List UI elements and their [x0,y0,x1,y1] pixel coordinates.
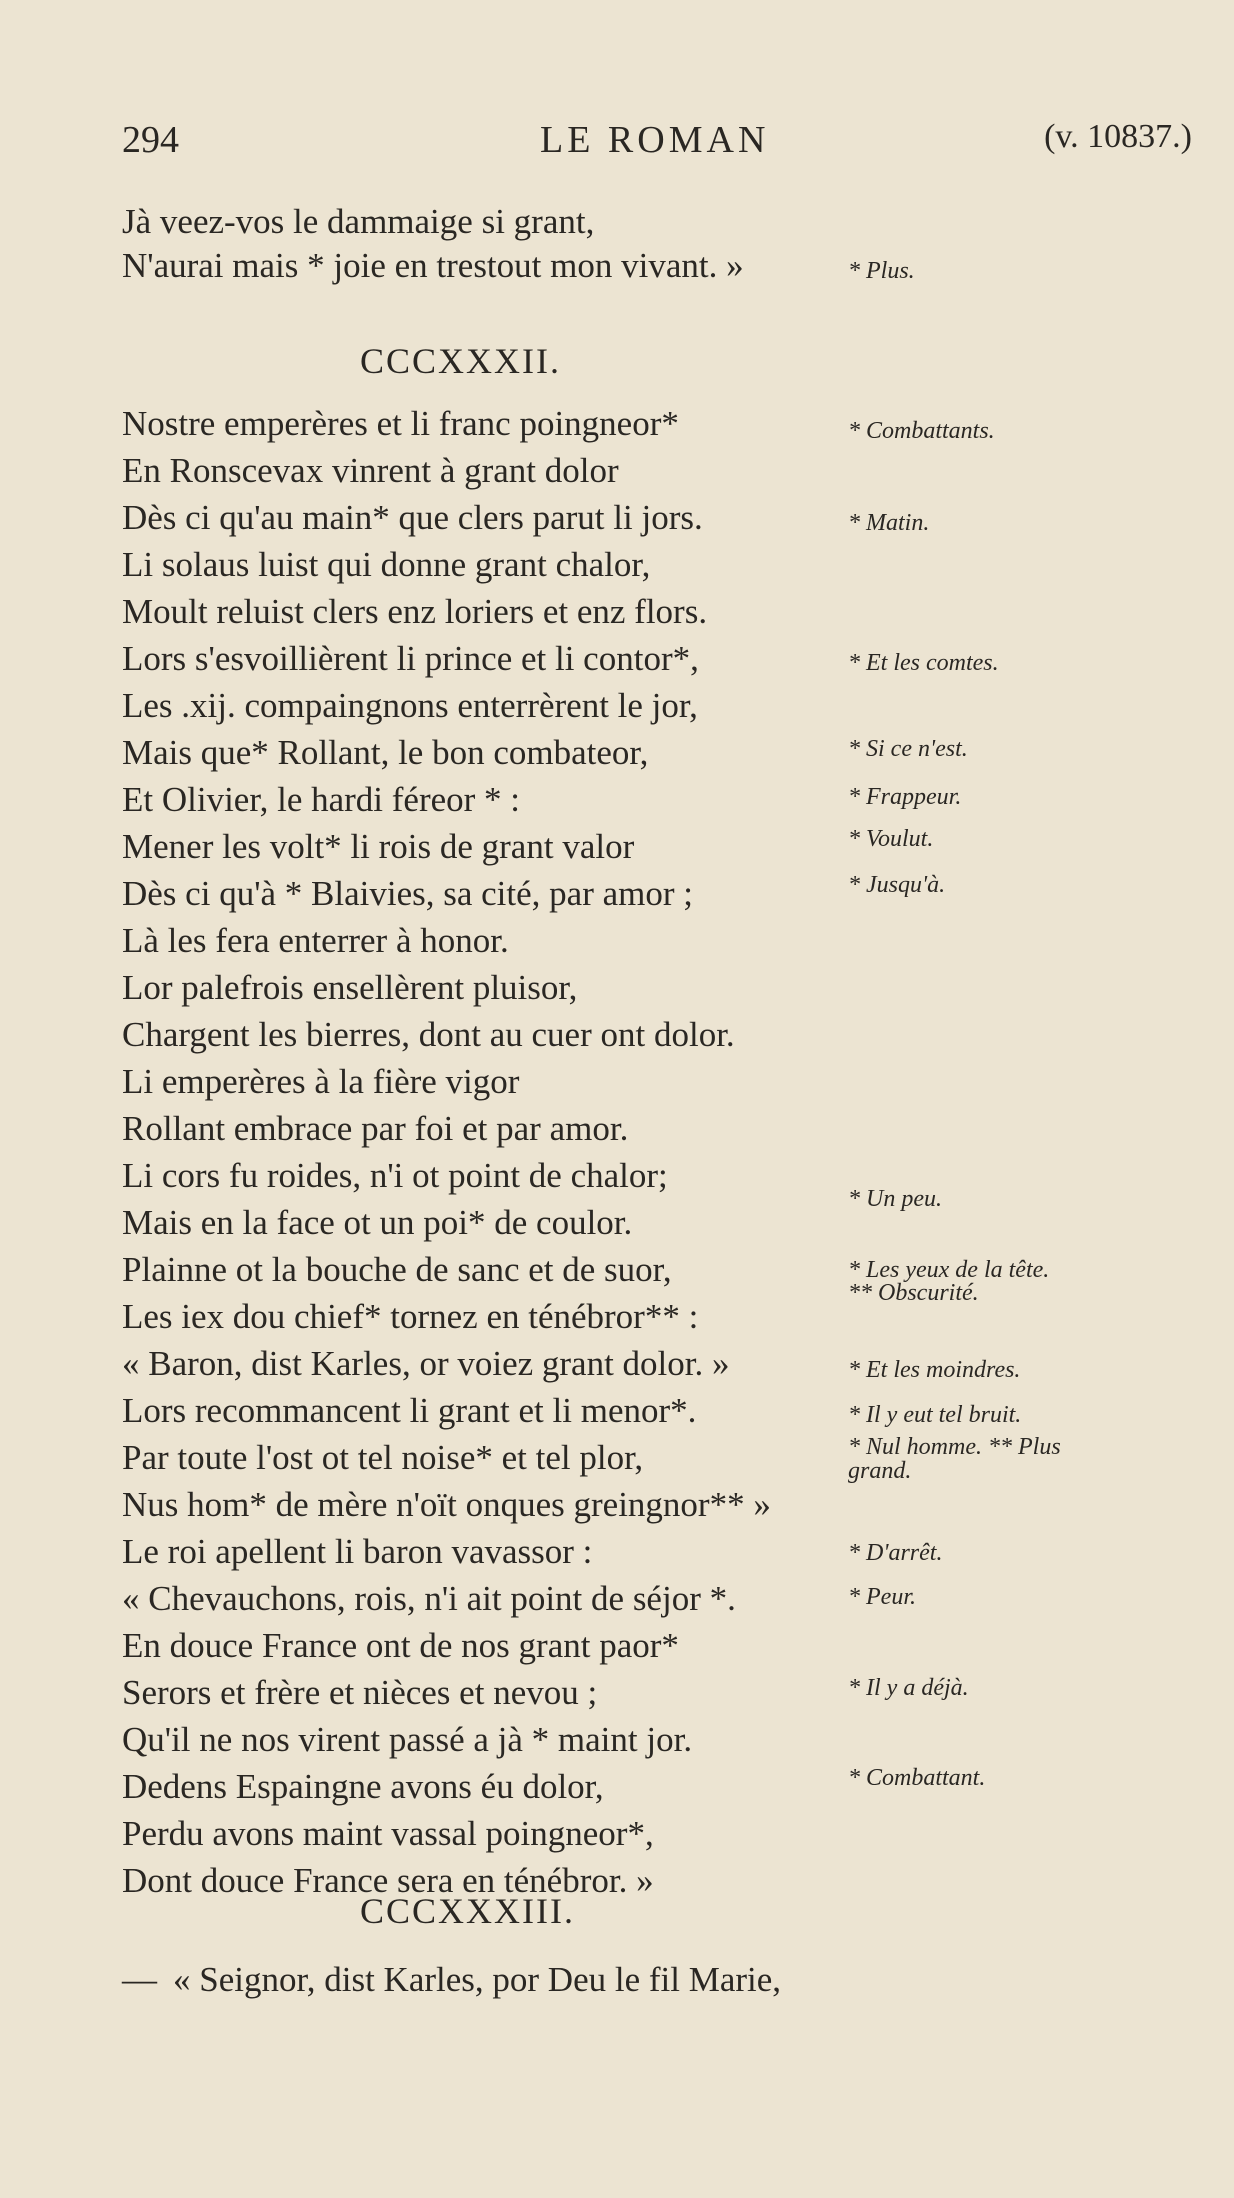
verse-line: Mener les volt* li rois de grant valor [122,827,635,866]
verse-line: Dès ci qu'au main* que clers parut li jors. [122,498,703,537]
verse-line-last [122,1958,781,2002]
verse-line: Li solaus luist qui donne grant chalor, [122,545,651,584]
verse-line: « Chevauchons, rois, n'i ait point de séjor *. [122,1579,736,1618]
section-heading: CCCXXXIII. [360,1891,575,1931]
gloss-note: * Les yeux de la tête. [848,1257,1050,1283]
running-title: LE ROMAN [540,119,770,161]
verse-line: Moult reluist clers enz loriers et enz flors. [122,592,708,631]
gloss-note: * Et les moindres. [848,1357,1021,1383]
verse-line: Dès ci qu'à * Blaivies, sa cité, par amor ; [122,874,693,913]
verse-line: Rollant embrace par foi et par amor. [122,1109,629,1148]
gloss-note: * Frappeur. [848,784,962,810]
gloss-note: * Il y a déjà. [848,1675,969,1701]
section-heading: CCCXXXII. [360,341,562,381]
gloss-note: * Si ce n'est. [848,736,968,762]
verse-line: Mais que* Rollant, le bon combateor, [122,733,649,772]
verse-line: Plainne ot la bouche de sanc et de suor, [122,1250,672,1289]
gloss-note: * Peur. [848,1584,916,1610]
gloss-note: * Voulut. [848,826,934,852]
verse-line: Dont douce France sera en ténébror. » [122,1861,654,1900]
verse-line: Par toute l'ost ot tel noise* et tel plor, [122,1438,644,1477]
verse-line: Nostre emperères et li franc poingneor* [122,404,679,443]
verse-line: Dedens Espaingne avons éu dolor, [122,1767,604,1806]
verse-line: Qu'il ne nos virent passé a jà * maint jor. [122,1720,693,1759]
gloss-note: * Combattants. [848,418,995,444]
verse-line: Nus hom* de mère n'oït onques greingnor** » [122,1485,771,1524]
gloss-note: * Matin. [848,510,930,536]
gloss-note: * Combattant. [848,1765,986,1791]
verse-line: Là les fera enterrer à honor. [122,921,509,960]
gloss-note: * Un peu. [848,1186,942,1212]
verse-line: Les .xij. compaingnons enterrèrent le jor, [122,686,698,725]
gloss-note: * Nul homme. ** Plus [848,1434,1061,1460]
gloss-note: * D'arrêt. [848,1540,943,1566]
gloss-note: * Plus. [848,258,915,284]
verse-line: Les iex dou chief* tornez en ténébror** : [122,1297,699,1336]
verse-reference: (v. 10837.) [1044,118,1192,155]
verse-line: N'aurai mais * joie en trestout mon vivant. » [122,246,744,285]
gloss-note: * Et les comtes. [848,650,999,676]
verse-line: Serors et frère et nièces et nevou ; [122,1673,598,1712]
verse-line: Perdu avons maint vassal poingneor*, [122,1814,654,1853]
verse-line: En Ronscevax vinrent à grant dolor [122,451,619,490]
verse-line: Lors s'esvoillièrent li prince et li contor*, [122,639,699,678]
verse-line: Li cors fu roides, n'i ot point de chalor; [122,1156,668,1195]
verse-line: Et Olivier, le hardi féreor * : [122,780,521,819]
dash-mark: — [122,1960,157,1999]
verse-line: « Baron, dist Karles, or voiez grant dolor. » [122,1344,730,1383]
verse-line: Le roi apellent li baron vavassor : [122,1532,593,1571]
gloss-note: ** Obscurité. [848,1280,979,1306]
verse-line: Jà veez-vos le dammaige si grant, [122,202,595,241]
gloss-note: * Jusqu'à. [848,872,946,898]
verse-line: Lor palefrois ensellèrent pluisor, [122,968,578,1007]
verse-line: Lors recommancent li grant et li menor*. [122,1391,697,1430]
gloss-note: * Il y eut tel bruit. [848,1402,1022,1428]
page-header [122,118,1192,174]
verse-line: Chargent les bierres, dont au cuer ont dolor. [122,1015,735,1054]
verse-line: Mais en la face ot un poi* de coulor. [122,1203,633,1242]
verse-line: En douce France ont de nos grant paor* [122,1626,679,1665]
verse-line: Li emperères à la fière vigor [122,1062,520,1101]
page-number: 294 [122,119,179,161]
verse-text: « Seignor, dist Karles, por Deu le fil Marie, [173,1960,782,1999]
gloss-note: grand. [848,1458,912,1484]
